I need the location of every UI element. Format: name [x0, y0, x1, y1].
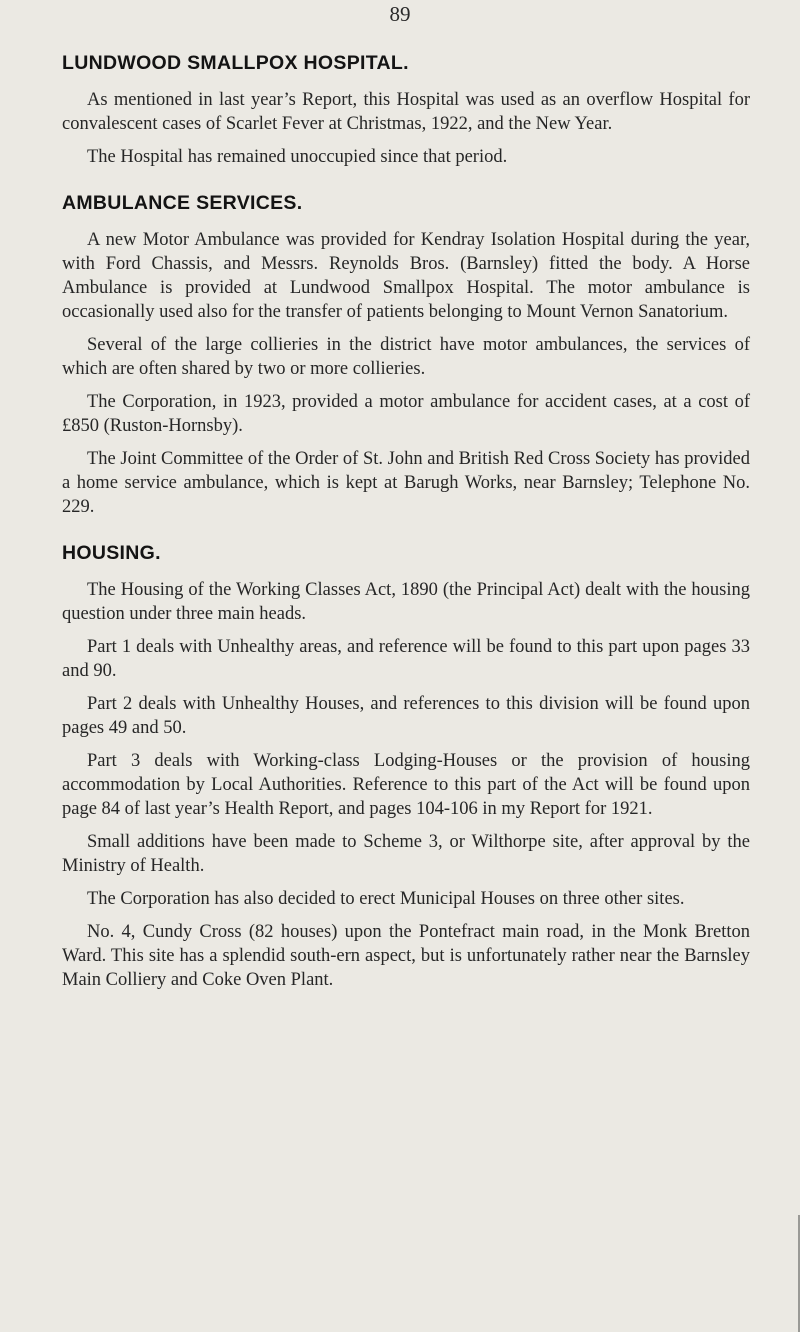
section-heading: AMBULANCE SERVICES.: [62, 192, 303, 214]
paragraph: The Hospital has remained unoccupied since that period.: [87, 147, 508, 167]
page-content: [62, 52, 750, 992]
paragraph: No. 4, Cundy Cross (82 houses) upon the Pontefract main road, in the Monk Bretton Ward. This site has a splendid south-ern aspect, but is unfortunately rather near the Barnsley Main Colliery and Coke Oven Plant.: [62, 922, 750, 990]
section-housing: [62, 542, 750, 992]
paragraph: Part 1 deals with Unhealthy areas, and reference will be found to this part upon pages 33 and 90.: [62, 637, 750, 681]
paragraph: Several of the large collieries in the district have motor ambulances, the services of which are often shared by two or more collieries.: [62, 335, 750, 379]
section-heading: HOUSING.: [62, 542, 161, 564]
paragraph: The Housing of the Working Classes Act, 1890 (the Principal Act) dealt with the housing question under three main heads.: [62, 580, 750, 624]
paragraph: The Corporation has also decided to erect Municipal Houses on three other sites.: [87, 889, 685, 909]
paragraph: The Corporation, in 1923, provided a motor ambulance for accident cases, at a cost of £850 (Ruston-Hornsby).: [62, 392, 750, 436]
paragraph: The Joint Committee of the Order of St. John and British Red Cross Society has provided a home service ambulance, which is kept at Barugh Works, near Barnsley; Telephone No. 229.: [62, 449, 750, 517]
section-ambulance-services: [62, 192, 750, 519]
paragraph: A new Motor Ambulance was provided for Kendray Isolation Hospital during the year, with Ford Chassis, and Messrs. Reynolds Bros. (Barnsley) fitted the body. A Horse Ambulance is provided at Lundwood Smallpox Hospital. The motor ambulance is occasionally used also for the transfer of patients belonging to Mount Vernon Sanatorium.: [62, 230, 750, 322]
paragraph: Small additions have been made to Scheme 3, or Wilthorpe site, after approval by the Ministry of Health.: [62, 832, 750, 876]
section-lundwood-smallpox-hospital: [62, 52, 750, 169]
paragraph: Part 2 deals with Unhealthy Houses, and references to this division will be found upon pages 49 and 50.: [62, 694, 750, 738]
page-number: 89: [389, 2, 411, 26]
paragraph: Part 3 deals with Working-class Lodging-Houses or the provision of housing accommodation by Local Authorities. Reference to this part of the Act will be found upon page 84 of last year’s Health Report, and pages 104-106 in my Report for 1921.: [62, 751, 750, 819]
paragraph: As mentioned in last year’s Report, this Hospital was used as an overflow Hospital for convalescent cases of Scarlet Fever at Christmas, 1922, and the New Year.: [62, 90, 750, 134]
section-heading: LUNDWOOD SMALLPOX HOSPITAL.: [62, 52, 409, 74]
